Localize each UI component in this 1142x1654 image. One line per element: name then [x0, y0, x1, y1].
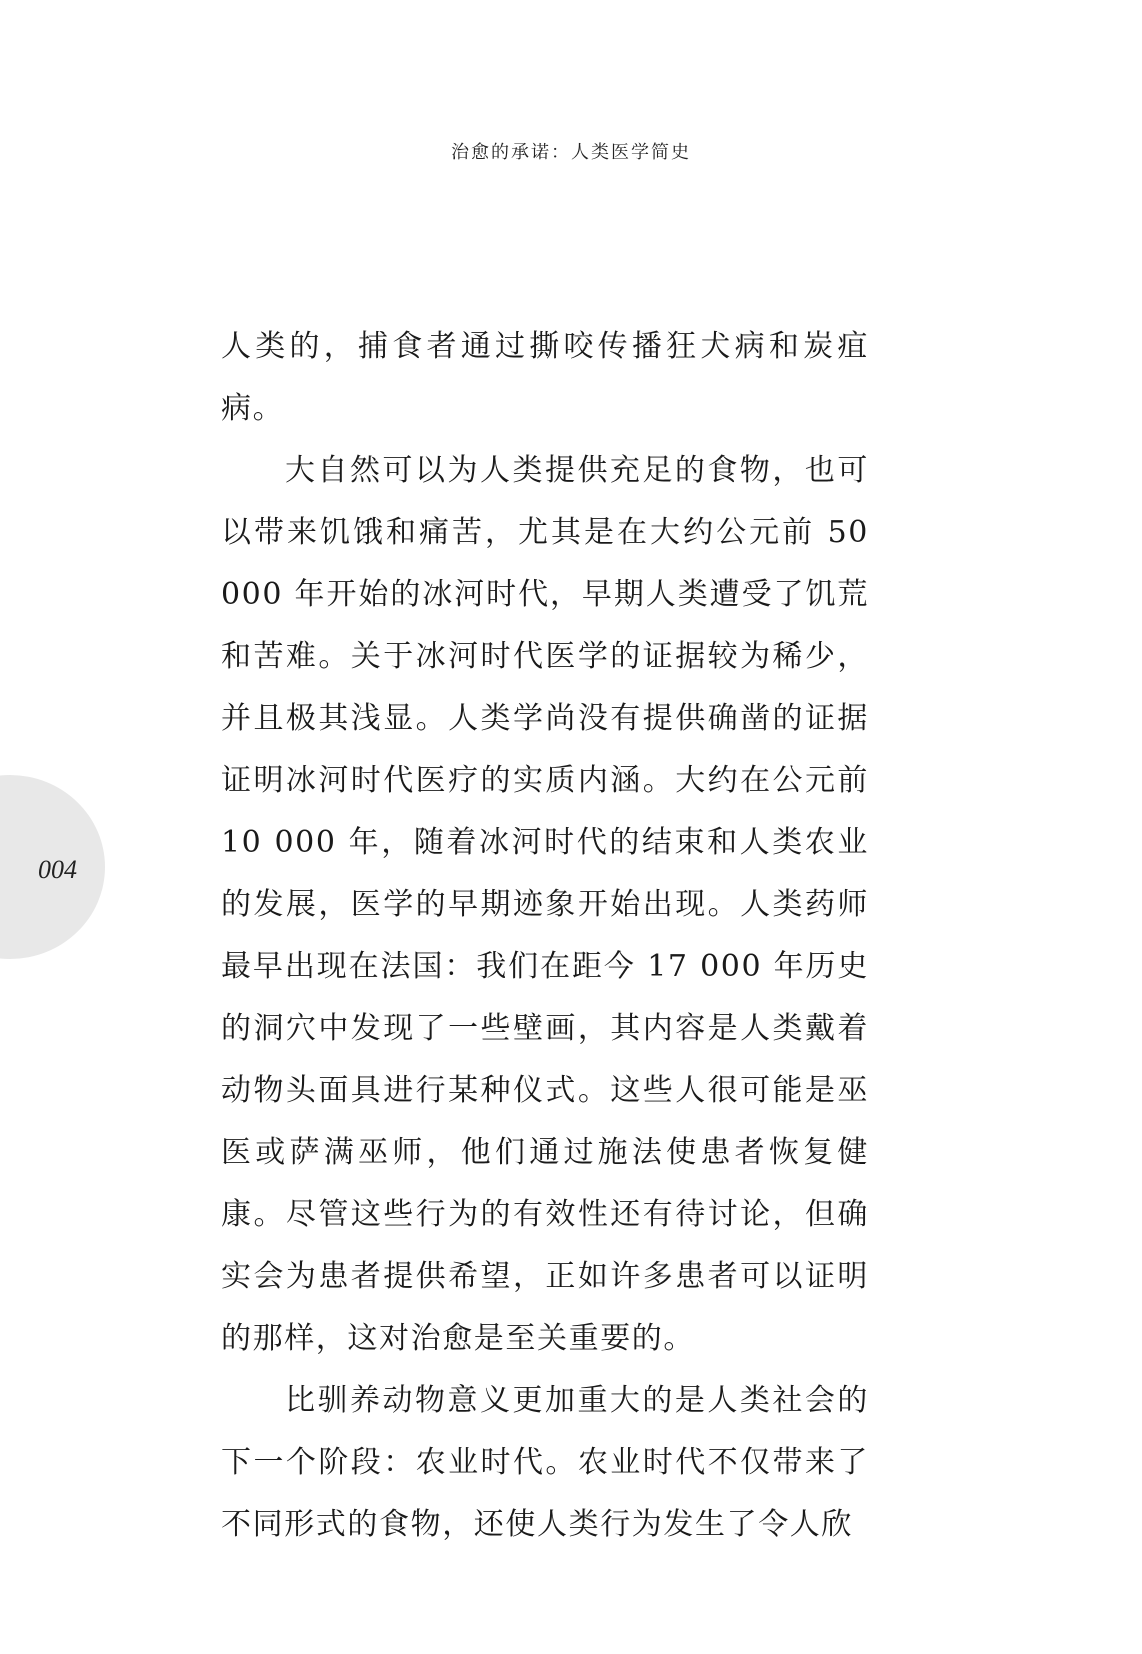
- running-header: 治愈的承诺：人类医学简史: [451, 142, 691, 163]
- paragraph-agriculture: 比驯养动物意义更加重大的是人类社会的下一个阶段：农业时代。农业时代不仅带来了不同形式的食物，还使人类行为发生了令人欣: [221, 1383, 869, 1542]
- paragraph-continuation: 人类的，捕食者通过撕咬传播狂犬病和炭疽病。: [221, 329, 869, 426]
- body-text: [221, 316, 869, 1556]
- paragraph-ice-age: 大自然可以为人类提供充足的食物，也可以带来饥饿和痛苦，尤其是在大约公元前 50 000 年开始的冰河时代，早期人类遭受了饥荒和苦难。关于冰河时代医学的证据较为稀少，并且极其浅显。人类学尚没有提供确凿的证据证明冰河时代医疗的实质内涵。大约在公元前 10 000 年，随着冰河时代的结束和人类农业的发展，医学的早期迹象开始出现。人类药师最早出现在法国：我们在距今 17 000 年历史的洞穴中发现了一些壁画，其内容是人类戴着动物头面具进行某种仪式。这些人很可能是巫医或萨满巫师，他们通过施法使患者恢复健康。尽管这些行为的有效性还有待讨论，但确实会为患者提供希望，正如许多患者可以证明的那样，这对治愈是至关重要的。: [221, 453, 869, 1356]
- page-number: 004: [38, 855, 77, 884]
